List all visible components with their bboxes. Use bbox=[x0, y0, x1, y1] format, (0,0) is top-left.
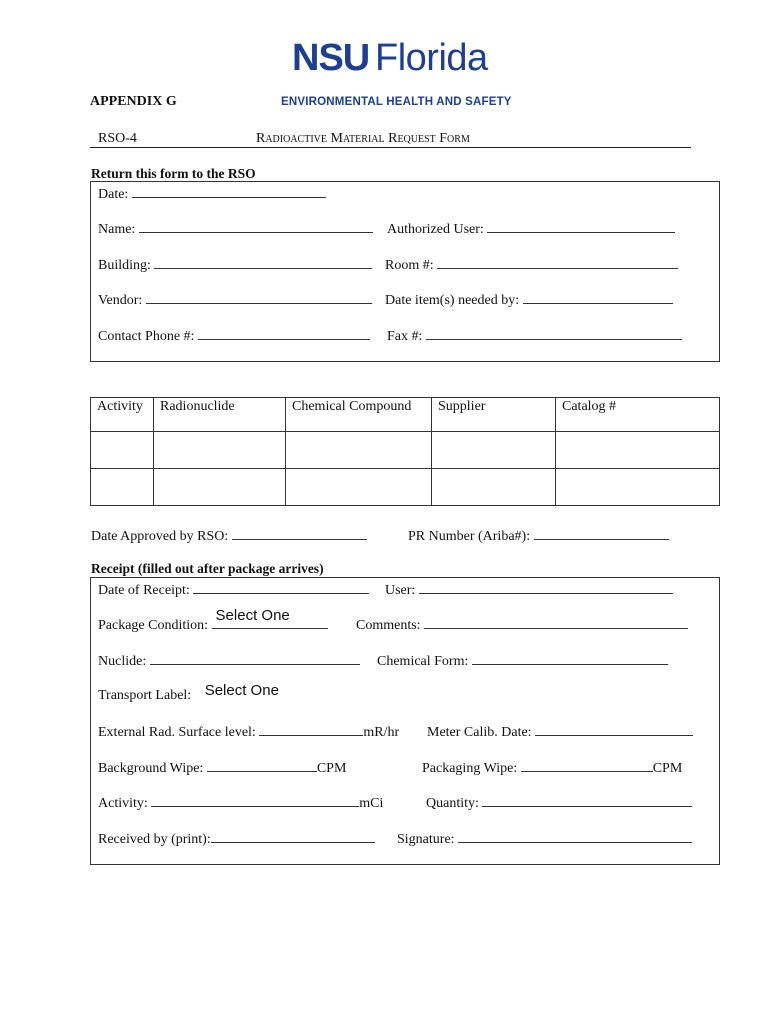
comments-field[interactable] bbox=[356, 615, 688, 634]
room-label: Room #: bbox=[385, 258, 434, 273]
date-needed-label: Date item(s) needed by: bbox=[385, 293, 520, 308]
quantity-field[interactable] bbox=[426, 793, 692, 812]
contact-phone-label: Contact Phone #: bbox=[98, 329, 195, 344]
building-field[interactable] bbox=[98, 255, 372, 274]
appendix-label: APPENDIX G bbox=[90, 94, 177, 109]
vendor-field[interactable] bbox=[98, 290, 372, 309]
date-of-receipt-input-line[interactable] bbox=[193, 580, 369, 594]
table-cell[interactable] bbox=[154, 432, 286, 469]
col-header-radionuclide: Radionuclide bbox=[154, 398, 286, 432]
nuclide-field[interactable] bbox=[98, 651, 360, 670]
request-section-label: Return this form to the RSO bbox=[91, 166, 256, 181]
packaging-wipe-input-line[interactable] bbox=[521, 758, 653, 772]
table-cell[interactable] bbox=[432, 432, 556, 469]
pr-number-label: PR Number (Ariba#): bbox=[408, 529, 531, 544]
chemical-form-field[interactable] bbox=[377, 651, 668, 670]
col-header-activity: Activity bbox=[91, 398, 154, 432]
logo-nsu: NSU bbox=[292, 37, 370, 79]
building-label: Building: bbox=[98, 258, 151, 273]
table-header-row bbox=[91, 398, 720, 432]
meter-calib-label: Meter Calib. Date: bbox=[427, 725, 532, 740]
name-field[interactable] bbox=[98, 219, 373, 238]
background-wipe-label: Background Wipe: bbox=[98, 761, 204, 776]
chemical-form-label: Chemical Form: bbox=[377, 654, 469, 669]
packaging-wipe-label: Packaging Wipe: bbox=[422, 761, 518, 776]
packaging-wipe-field[interactable] bbox=[422, 758, 682, 777]
transport-label-label: Transport Label: bbox=[98, 688, 192, 703]
background-wipe-unit: CPM bbox=[316, 761, 347, 776]
table-cell[interactable] bbox=[91, 469, 154, 506]
authorized-user-field[interactable] bbox=[387, 219, 675, 238]
table-row bbox=[91, 432, 720, 469]
room-field[interactable] bbox=[385, 255, 678, 274]
background-wipe-field[interactable] bbox=[98, 758, 346, 777]
vendor-label: Vendor: bbox=[98, 293, 143, 308]
date-needed-input-line[interactable] bbox=[523, 290, 673, 304]
user-label: User: bbox=[385, 583, 416, 598]
table-cell[interactable] bbox=[286, 469, 432, 506]
logo-subtitle: ENVIRONMENTAL HEALTH AND SAFETY bbox=[281, 96, 512, 108]
nuclide-label: Nuclide: bbox=[98, 654, 147, 669]
pr-number-field[interactable] bbox=[408, 526, 669, 545]
package-condition-select[interactable] bbox=[212, 607, 328, 629]
chemical-form-input-line[interactable] bbox=[472, 651, 668, 665]
background-wipe-input-line[interactable] bbox=[207, 758, 317, 772]
date-approved-label: Date Approved by RSO: bbox=[91, 529, 229, 544]
fax-field[interactable] bbox=[387, 326, 682, 345]
date-input-line[interactable] bbox=[132, 184, 326, 198]
external-rad-input-line[interactable] bbox=[259, 722, 363, 736]
nuclide-input-line[interactable] bbox=[150, 651, 360, 665]
transport-label-field[interactable] bbox=[98, 682, 279, 704]
quantity-label: Quantity: bbox=[426, 796, 479, 811]
meter-calib-field[interactable] bbox=[427, 722, 693, 741]
table-row bbox=[91, 469, 720, 506]
contact-phone-input-line[interactable] bbox=[198, 326, 370, 340]
col-header-supplier: Supplier bbox=[432, 398, 556, 432]
external-rad-label: External Rad. Surface level: bbox=[98, 725, 256, 740]
table-cell[interactable] bbox=[556, 432, 720, 469]
package-condition-value[interactable]: Select One bbox=[215, 607, 290, 624]
received-by-field[interactable] bbox=[98, 829, 375, 848]
room-input-line[interactable] bbox=[437, 255, 678, 269]
quantity-input-line[interactable] bbox=[482, 793, 692, 807]
signature-label: Signature: bbox=[397, 832, 455, 847]
table-cell[interactable] bbox=[556, 469, 720, 506]
activity-field[interactable] bbox=[98, 793, 383, 812]
date-of-receipt-label: Date of Receipt: bbox=[98, 583, 190, 598]
meter-calib-input-line[interactable] bbox=[535, 722, 693, 736]
external-rad-field[interactable] bbox=[98, 722, 399, 741]
date-approved-field[interactable] bbox=[91, 526, 367, 545]
transport-label-select[interactable]: Select One bbox=[204, 682, 279, 699]
form-title: Radioactive Material Request Form bbox=[256, 131, 470, 146]
received-by-label: Received by (print): bbox=[98, 832, 211, 847]
receipt-section-label: Receipt (filled out after package arrives) bbox=[91, 561, 324, 576]
building-input-line[interactable] bbox=[154, 255, 372, 269]
activity-label: Activity: bbox=[98, 796, 148, 811]
fax-input-line[interactable] bbox=[426, 326, 682, 340]
authorized-user-input-line[interactable] bbox=[487, 219, 675, 233]
contact-phone-field[interactable] bbox=[98, 326, 370, 345]
table-cell[interactable] bbox=[432, 469, 556, 506]
received-by-input-line[interactable] bbox=[211, 829, 375, 843]
name-input-line[interactable] bbox=[139, 219, 373, 233]
date-of-receipt-field[interactable] bbox=[98, 580, 369, 599]
comments-label: Comments: bbox=[356, 618, 421, 633]
activity-input-line[interactable] bbox=[151, 793, 359, 807]
package-condition-field[interactable] bbox=[98, 607, 328, 634]
name-label: Name: bbox=[98, 222, 136, 237]
user-field[interactable] bbox=[385, 580, 673, 599]
table-cell[interactable] bbox=[91, 432, 154, 469]
comments-input-line[interactable] bbox=[424, 615, 688, 629]
title-divider bbox=[90, 147, 691, 148]
packaging-wipe-unit: CPM bbox=[652, 761, 683, 776]
date-field[interactable] bbox=[98, 184, 326, 203]
external-rad-unit: mR/hr bbox=[363, 725, 400, 740]
table-cell[interactable] bbox=[154, 469, 286, 506]
fax-label: Fax #: bbox=[387, 329, 423, 344]
pr-number-input-line[interactable] bbox=[534, 526, 669, 540]
col-header-catalog: Catalog # bbox=[556, 398, 720, 432]
user-input-line[interactable] bbox=[419, 580, 673, 594]
table-cell[interactable] bbox=[286, 432, 432, 469]
col-header-chemical-compound: Chemical Compound bbox=[286, 398, 432, 432]
date-needed-field[interactable] bbox=[385, 290, 673, 309]
vendor-input-line[interactable] bbox=[146, 290, 372, 304]
signature-field[interactable] bbox=[397, 829, 692, 848]
date-label: Date: bbox=[98, 187, 129, 202]
authorized-user-label: Authorized User: bbox=[387, 222, 484, 237]
activity-unit: mCi bbox=[359, 796, 384, 811]
material-table bbox=[90, 397, 720, 506]
date-approved-input-line[interactable] bbox=[232, 526, 367, 540]
document-code: RSO-4 bbox=[98, 131, 137, 146]
package-condition-label: Package Condition: bbox=[98, 618, 209, 633]
signature-input-line[interactable] bbox=[458, 829, 692, 843]
logo-florida: Florida bbox=[375, 37, 488, 79]
